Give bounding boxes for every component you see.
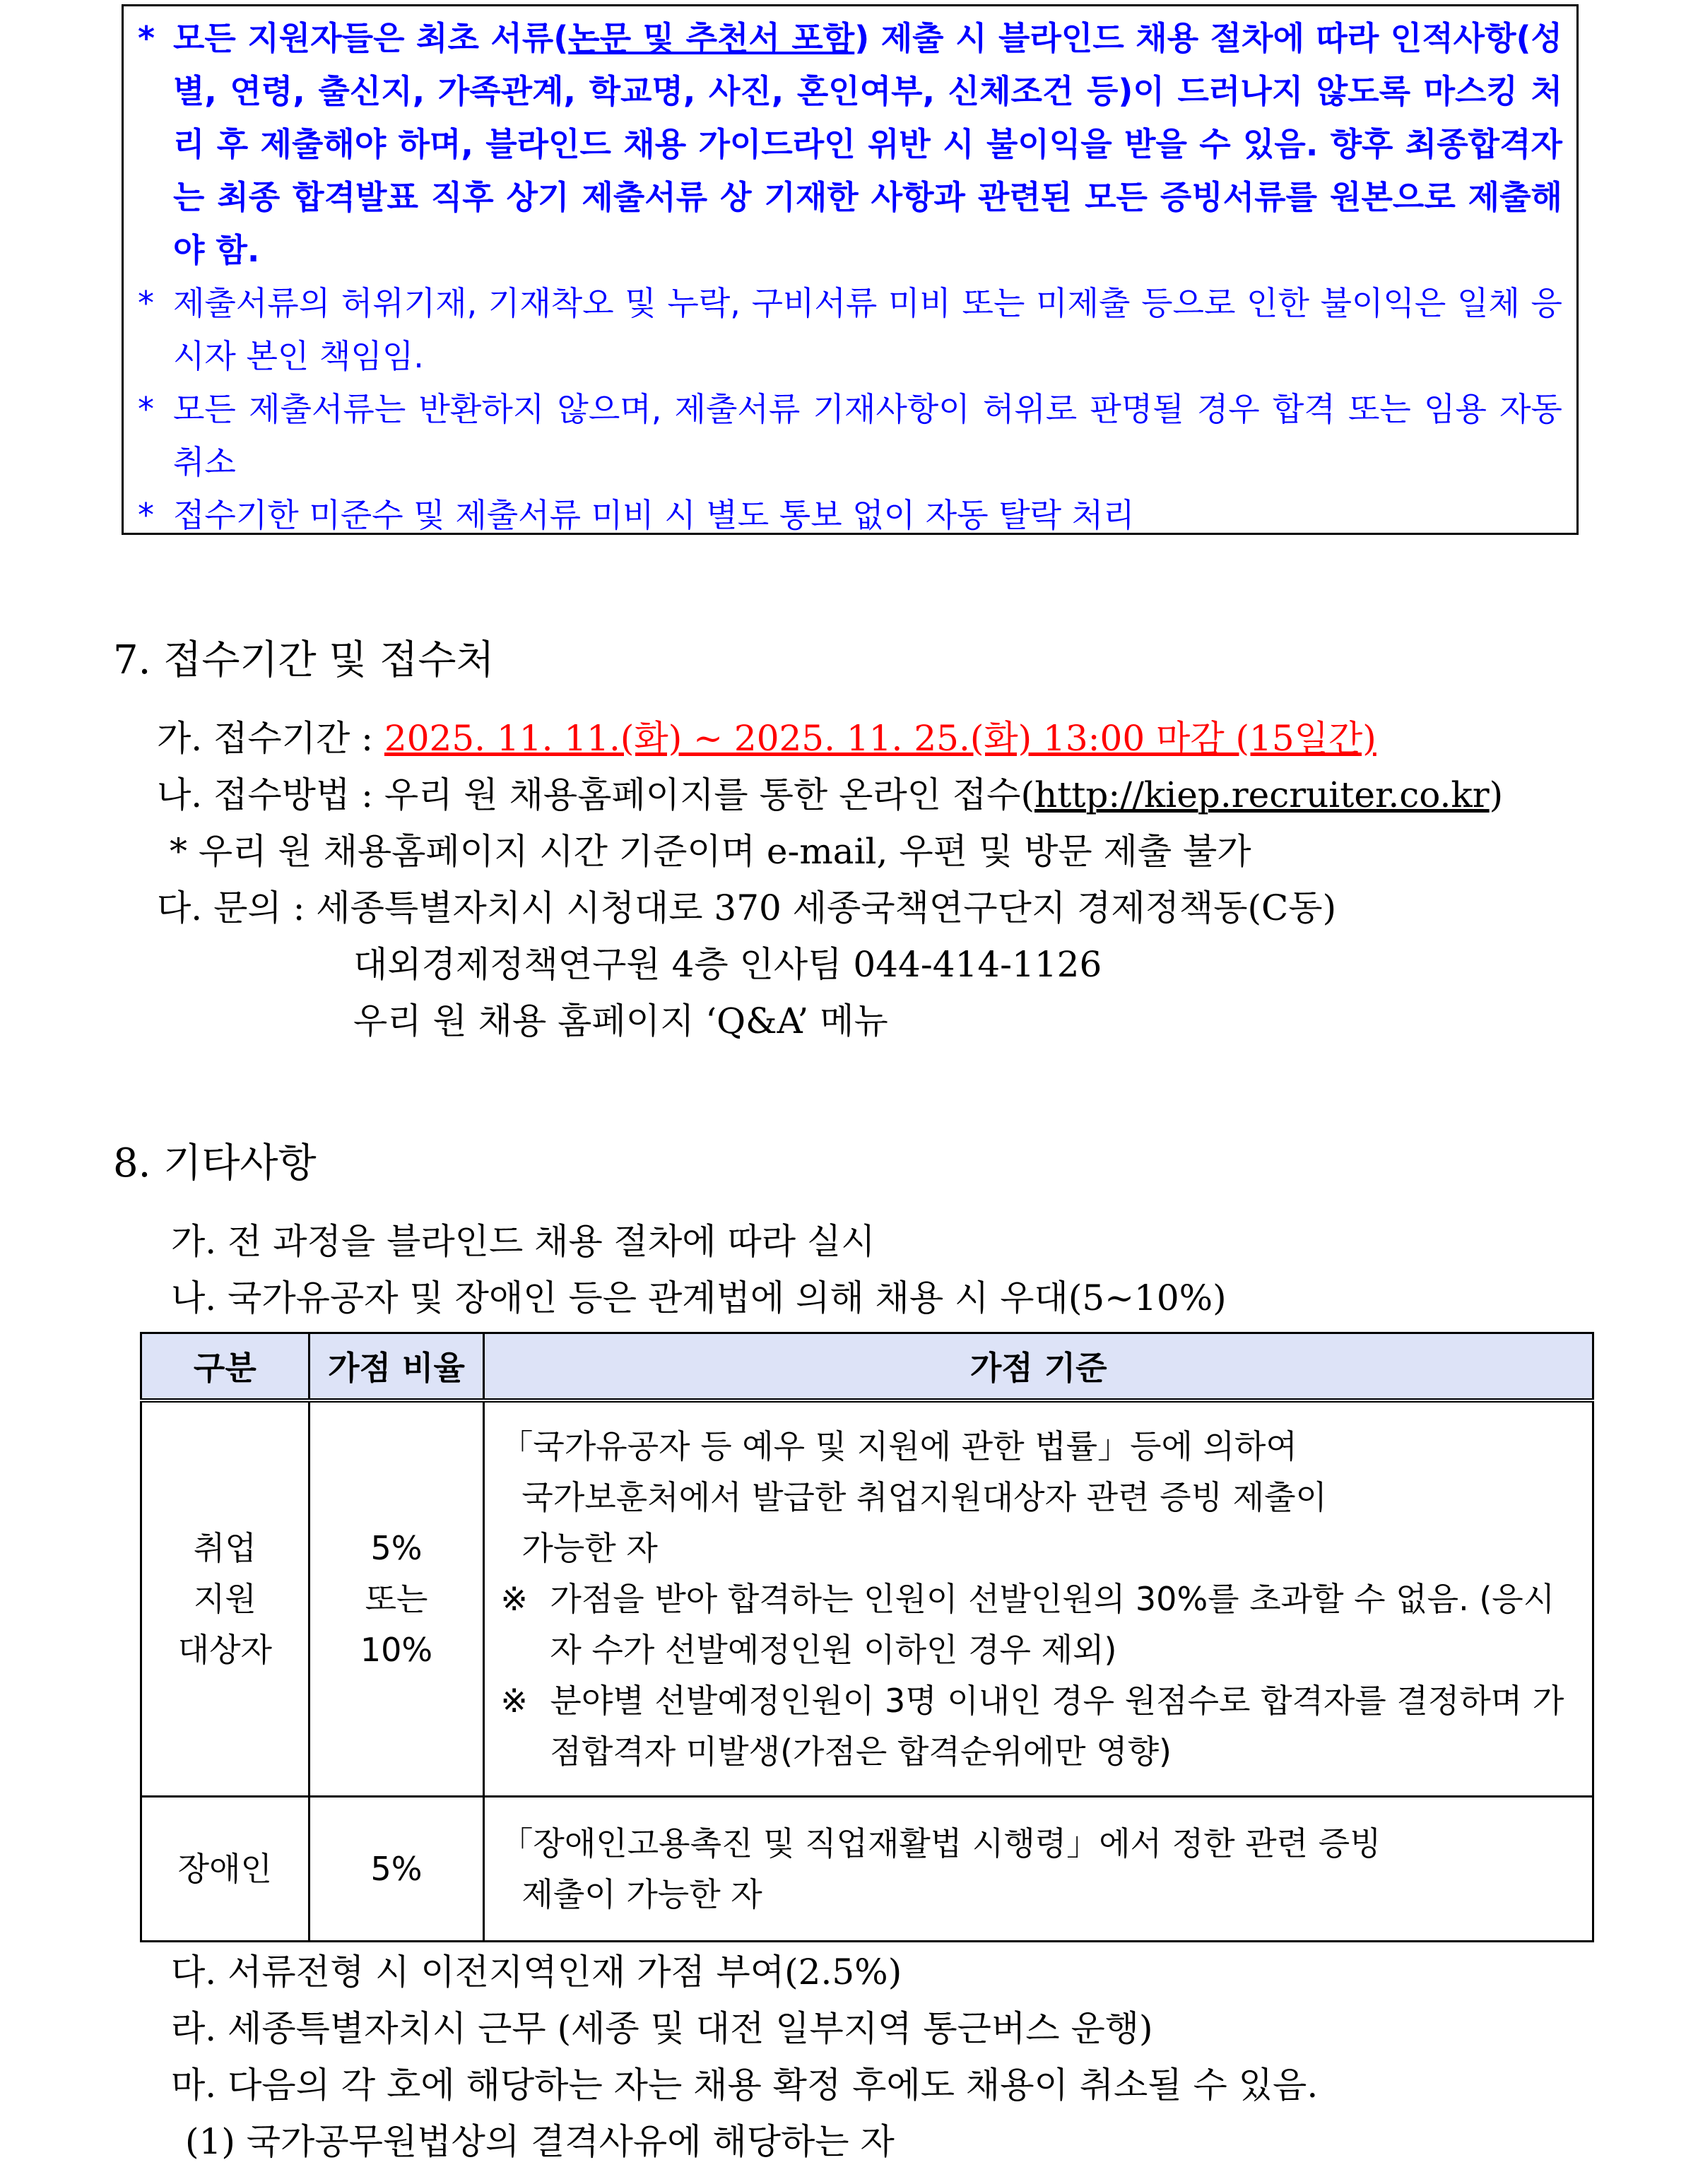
etc-item-da: 다. 서류전형 시 이전지역인재 가점 부여(2.5%) (171, 1952, 902, 1993)
application-period-label: 가. 접수기간 : (157, 718, 384, 759)
asterisk-icon: * (138, 284, 154, 322)
contact-qna: 우리 원 채용 홈페이지 ‘Q&A’ 메뉴 (353, 1000, 888, 1041)
criteria-note-text: 가점을 받아 합격하는 인원이 선발인원의 30%를 초과할 수 없음. (응시자 수가 선발예정인원 이하인 경우 제외) (550, 1579, 1555, 1669)
asterisk-icon: * (138, 19, 155, 57)
table-row-disabled (141, 1797, 1593, 1942)
etc-item-ma: 마. 다음의 각 호에 해당하는 자는 채용 확정 후에도 채용이 취소될 수 있음. (171, 2065, 1319, 2106)
asterisk-icon: * (138, 390, 154, 428)
criteria-text: 가능한 자 (521, 1528, 658, 1567)
criteria-note (500, 1574, 1579, 1675)
application-method-close: ) (1489, 774, 1504, 815)
section-8-title: 8. 기타사항 (113, 1140, 317, 1186)
notice-text: 제출서류의 허위기재, 기재착오 및 누락, 구비서류 미비 또는 미제출 등으로 인한 불이익은 일체 응시자 본인 책임임. (173, 284, 1562, 375)
notice-text: 모든 제출서류는 반환하지 않으며, 제출서류 기재사항이 허위로 판명될 경우 합격 또는 임용 자동 취소 (173, 390, 1562, 481)
criteria-text: 제출이 가능한 자 (521, 1875, 762, 1913)
criteria-cell (484, 1400, 1593, 1797)
table-header-ratio: 가점 비율 (309, 1333, 484, 1400)
section-7-title: 7. 접수기간 및 접수처 (113, 637, 495, 683)
etc-item-ga: 가. 전 과정을 블라인드 채용 절차에 따라 실시 (171, 1221, 875, 1262)
notice-text: 모든 지원자들은 최초 서류( (173, 19, 569, 57)
application-period-value: 2025. 11. 11.(화) ~ 2025. 11. 25.(화) 13:00 마감 (15일간) (384, 718, 1376, 759)
criteria-note-text: 분야별 선발예정인원이 3명 이내인 경우 원점수로 합격자를 결정하며 가점합격자 미발생(가점은 합격순위에만 영향) (550, 1681, 1564, 1771)
table-header-criteria: 가점 기준 (484, 1333, 1593, 1400)
reference-mark-icon: ※ (500, 1681, 528, 1720)
criteria-cell (484, 1797, 1593, 1942)
criteria-note (500, 1675, 1579, 1777)
application-method-note: * 우리 원 채용홈페이지 시간 기준이며 e-mail, 우편 및 방문 제출 불가 (170, 831, 1251, 872)
notice-item-blind (124, 12, 1576, 277)
notice-text: ) 제출 시 블라인드 채용 절차에 따라 인적사항(성별, 연령, 출신지, 가족관계, 학교명, 사진, 혼인여부, 신체조건 등)이 드러나지 않도록 마스킹 처리 후 제출해야 하며, 블라인드 채용 가이드라인 위반 시 불이익을 받을 수 있음. 향후 최종합격자는 최종 합격발표 직후 상기 제출서류 상 기재한 사항과 관련된 모든 증빙서류를 원본으로 제출해야 함. (173, 19, 1562, 269)
table-header-category: 구분 (141, 1333, 309, 1400)
contact-address: 다. 문의 : 세종특별자치시 시청대로 370 세종국책연구단지 경제정책동(C동) (157, 887, 1337, 928)
notice-item-deadline (124, 489, 1576, 542)
application-period (157, 714, 1376, 763)
application-method (157, 770, 1503, 820)
table-header-row (141, 1333, 1593, 1400)
notice-box (122, 4, 1579, 535)
ratio-cell: 5% 또는 10% (309, 1400, 484, 1797)
ratio-cell: 5% (309, 1797, 484, 1942)
application-method-label: 나. 접수방법 : 우리 원 채용홈페이지를 통한 온라인 접수( (157, 774, 1034, 815)
asterisk-icon: * (138, 496, 154, 534)
recruit-homepage-link[interactable]: http://kiep.recruiter.co.kr (1034, 774, 1490, 815)
etc-item-ma-1: (1) 국가공무원법상의 결격사유에 해당하는 자 (185, 2121, 895, 2162)
category-cell: 장애인 (141, 1797, 309, 1942)
contact-department: 대외경제정책연구원 4층 인사팀 044-414-1126 (353, 944, 1102, 985)
criteria-text: 국가보훈처에서 발급한 취업지원대상자 관련 증빙 제출이 (521, 1477, 1327, 1516)
etc-item-na: 나. 국가유공자 및 장애인 등은 관계법에 의해 채용 시 우대(5~10%) (171, 1277, 1227, 1318)
table-row-employment-support (141, 1400, 1593, 1797)
notice-item-no-return (124, 383, 1576, 489)
criteria-text: 「장애인고용촉진 및 직업재활법 시행령」에서 정한 관련 증빙 (500, 1824, 1381, 1863)
etc-item-ra: 라. 세종특별자치시 근무 (세종 및 대전 일부지역 통근버스 운행) (171, 2008, 1153, 2049)
criteria-text: 「국가유공자 등 예우 및 지원에 관한 법률」등에 의하여 (500, 1427, 1297, 1465)
category-cell: 취업 지원 대상자 (141, 1400, 309, 1797)
bonus-points-table (140, 1332, 1594, 1942)
notice-item-false-entry (124, 277, 1576, 383)
notice-text: 접수기한 미준수 및 제출서류 미비 시 별도 통보 없이 자동 탈락 처리 (173, 496, 1135, 534)
reference-mark-icon: ※ (500, 1579, 528, 1618)
notice-underlined-text: 논문 및 추천서 포함 (568, 19, 855, 57)
